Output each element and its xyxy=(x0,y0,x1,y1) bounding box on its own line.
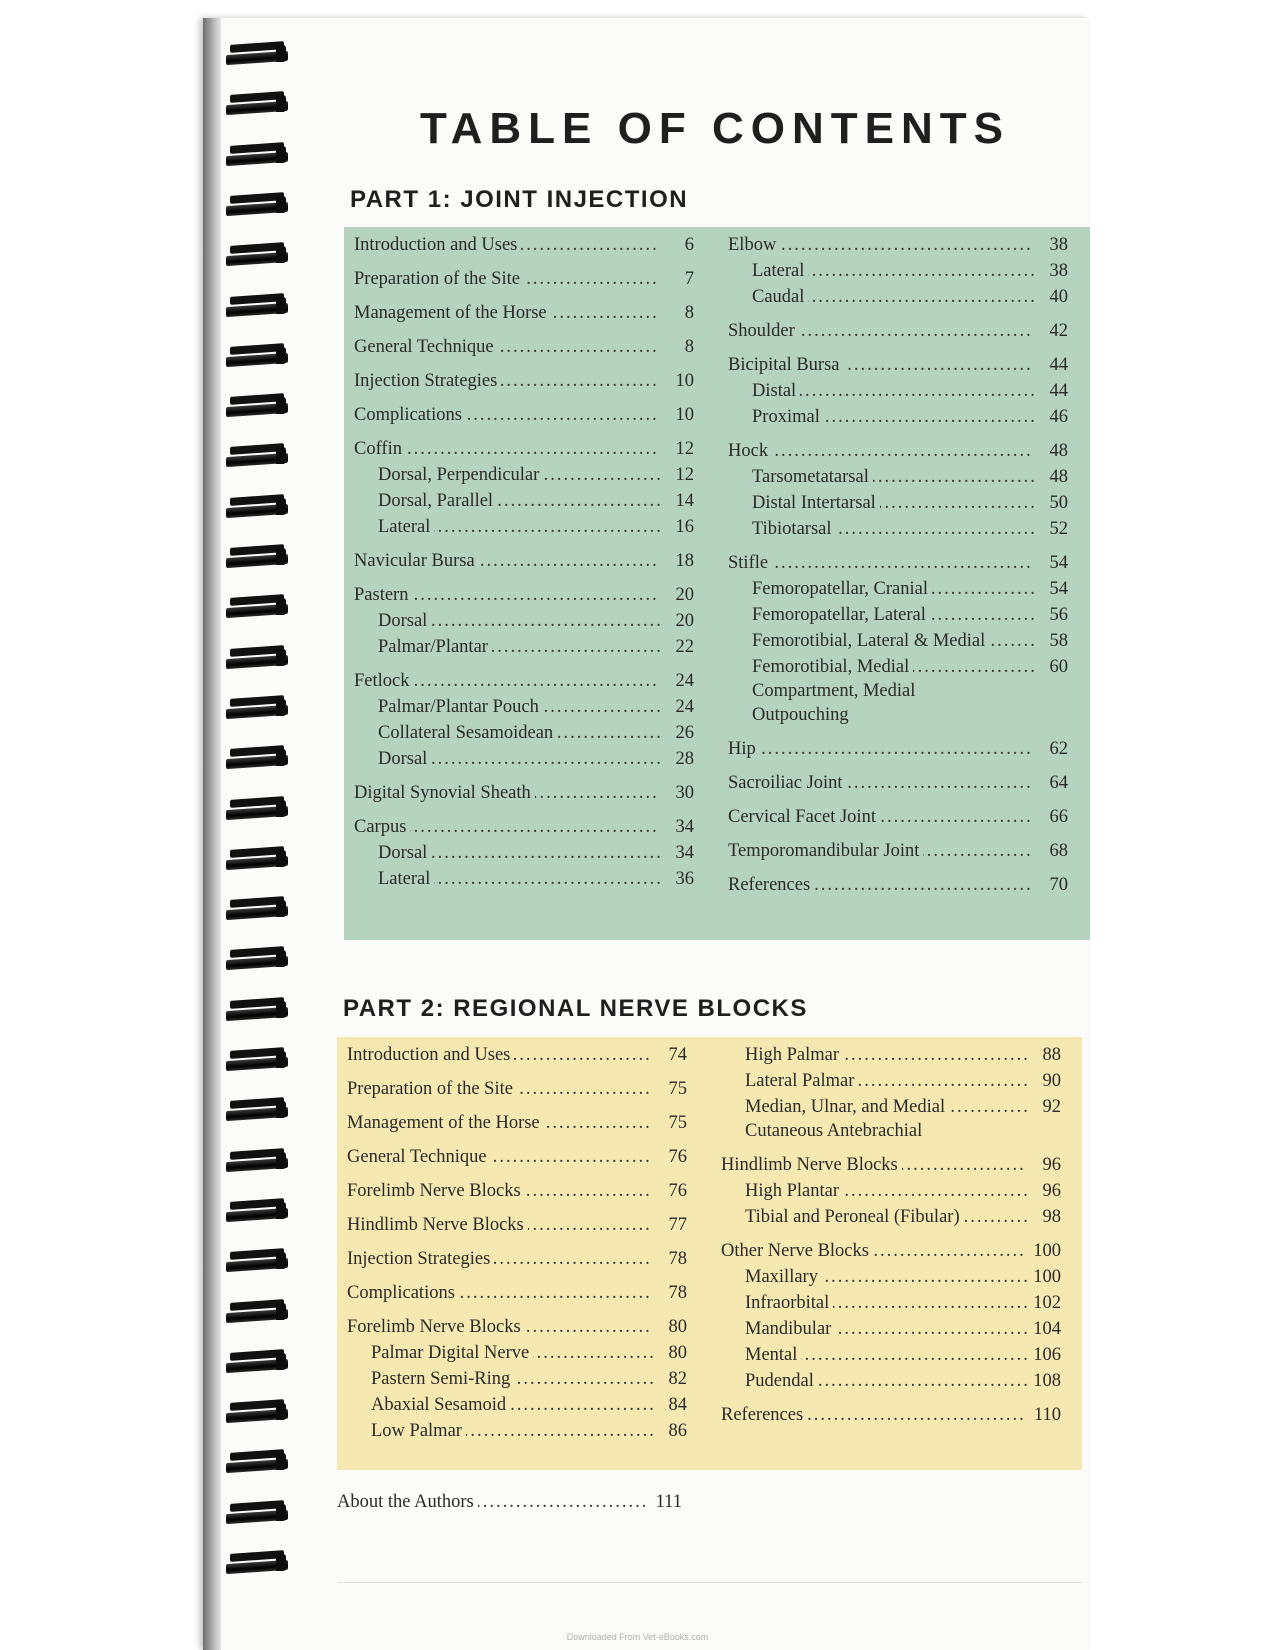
toc-entry-page: 14 xyxy=(675,491,694,511)
toc-entry-page: 6 xyxy=(684,235,694,255)
toc-entry-page: 12 xyxy=(675,465,694,485)
toc-entry[interactable] xyxy=(752,465,1068,491)
binding-coil xyxy=(222,1348,288,1376)
toc-entry-page: 78 xyxy=(668,1249,687,1269)
toc-entry[interactable] xyxy=(354,781,694,807)
binding-coil xyxy=(222,895,288,923)
toc-entry-title: Complications xyxy=(347,1281,459,1305)
toc-entry[interactable] xyxy=(745,1317,1061,1343)
toc-entry[interactable] xyxy=(378,635,694,661)
toc-entry-page: 104 xyxy=(1033,1319,1061,1339)
toc-entry[interactable] xyxy=(728,771,1068,797)
toc-entry-page: 76 xyxy=(668,1181,687,1201)
toc-entry-title: Elbow xyxy=(728,233,780,257)
binding-coil xyxy=(222,392,288,420)
toc-entry-page: 44 xyxy=(1049,381,1068,401)
toc-entry[interactable] xyxy=(752,491,1068,517)
toc-entry-title: About the Authors xyxy=(337,1490,478,1514)
toc-entry-title: Hindlimb Nerve Blocks xyxy=(347,1213,528,1237)
toc-entry-page: 82 xyxy=(668,1369,687,1389)
binding-coil xyxy=(222,996,288,1024)
toc-entry-page: 20 xyxy=(675,585,694,605)
toc-entry-title: Collateral Sesamoidean xyxy=(378,721,557,745)
toc-entry-title-continued: Compartment, Medial xyxy=(752,681,916,701)
toc-entry[interactable] xyxy=(752,259,1068,285)
leader-dots xyxy=(728,737,1034,761)
toc-entry[interactable] xyxy=(728,737,1068,763)
toc-entry-title: Pastern xyxy=(354,583,412,607)
toc-entry[interactable] xyxy=(347,1213,687,1239)
toc-entry-page: 75 xyxy=(668,1113,687,1133)
toc-entry-page: 24 xyxy=(675,697,694,717)
toc-entry[interactable] xyxy=(347,1111,687,1137)
toc-entry[interactable] xyxy=(378,747,694,773)
toc-entry-title: Dorsal, Perpendicular xyxy=(378,463,543,487)
toc-entry-title: Injection Strategies xyxy=(347,1247,494,1271)
toc-entry[interactable] xyxy=(752,285,1068,311)
toc-entry[interactable] xyxy=(745,1291,1061,1317)
toc-entry-title: Femoropatellar, Cranial xyxy=(752,577,932,601)
part2-left-column xyxy=(347,1037,687,1467)
toc-entry-page: 98 xyxy=(1042,1207,1061,1227)
toc-entry-page: 58 xyxy=(1049,631,1068,651)
toc-entry-title: Mandibular xyxy=(745,1317,835,1341)
toc-entry[interactable] xyxy=(378,463,694,489)
toc-entry-title: Forelimb Nerve Blocks xyxy=(347,1179,525,1203)
toc-entry-title: References xyxy=(721,1403,807,1427)
toc-entry[interactable] xyxy=(378,721,694,747)
toc-entry[interactable] xyxy=(721,1239,1061,1265)
toc-entry-title: Maxillary xyxy=(745,1265,822,1289)
binding-coil xyxy=(222,1549,288,1577)
binding-coil xyxy=(222,90,288,118)
toc-entry-title: Median, Ulnar, and Medial xyxy=(745,1095,949,1119)
toc-entry-title: Introduction and Uses xyxy=(354,233,521,257)
toc-entry[interactable] xyxy=(354,267,694,293)
toc-entry-page: 7 xyxy=(684,269,694,289)
toc-entry[interactable] xyxy=(354,301,694,327)
toc-entry[interactable] xyxy=(371,1393,687,1419)
toc-entry-title: Dorsal xyxy=(378,609,431,633)
toc-entry-page: 80 xyxy=(668,1317,687,1337)
toc-entry[interactable] xyxy=(378,609,694,635)
toc-entry[interactable] xyxy=(371,1341,687,1367)
toc-entry-page: 52 xyxy=(1049,519,1068,539)
toc-entry[interactable] xyxy=(752,517,1068,543)
binding-coil xyxy=(222,292,288,320)
toc-entry[interactable] xyxy=(745,1265,1061,1291)
toc-entry-title: Lateral Palmar xyxy=(745,1069,858,1093)
toc-entry[interactable] xyxy=(752,405,1068,431)
toc-entry-title: Management of the Horse xyxy=(347,1111,544,1135)
toc-entry[interactable] xyxy=(354,369,694,395)
toc-entry[interactable] xyxy=(728,551,1068,577)
toc-entry-page: 108 xyxy=(1033,1371,1061,1391)
toc-entry-title: Abaxial Sesamoid xyxy=(371,1393,510,1417)
toc-entry-page: 54 xyxy=(1049,553,1068,573)
binding-coil xyxy=(222,1448,288,1476)
toc-entry-page: 96 xyxy=(1042,1155,1061,1175)
toc-entry-page: 36 xyxy=(675,869,694,889)
toc-entry[interactable] xyxy=(378,695,694,721)
toc-entry[interactable] xyxy=(728,873,1068,899)
toc-entry-title: Dorsal xyxy=(378,747,431,771)
toc-entry-page: 42 xyxy=(1049,321,1068,341)
toc-entry-page: 80 xyxy=(668,1343,687,1363)
toc-entry-title: Dorsal xyxy=(378,841,431,865)
toc-entry-page: 8 xyxy=(684,303,694,323)
toc-entry-page: 34 xyxy=(675,843,694,863)
toc-entry[interactable] xyxy=(347,1281,687,1307)
toc-entry[interactable] xyxy=(378,489,694,515)
toc-entry-page: 38 xyxy=(1049,235,1068,255)
toc-entry-page: 24 xyxy=(675,671,694,691)
toc-entry-page: 60 xyxy=(1049,657,1068,677)
toc-entry-page: 78 xyxy=(668,1283,687,1303)
toc-entry[interactable] xyxy=(347,1315,687,1341)
toc-entry[interactable] xyxy=(721,1153,1061,1179)
binding-coil xyxy=(222,40,288,68)
part2-right-column xyxy=(721,1037,1061,1467)
toc-entry-page: 106 xyxy=(1033,1345,1061,1365)
toc-entry-title: Temporomandibular Joint xyxy=(728,839,923,863)
toc-entry-title: Coffin xyxy=(354,437,406,461)
toc-entry-title: Palmar/Plantar Pouch xyxy=(378,695,543,719)
toc-entry-page: 48 xyxy=(1049,467,1068,487)
toc-entry[interactable] xyxy=(728,839,1068,865)
toc-entry-page: 12 xyxy=(675,439,694,459)
toc-entry-page: 30 xyxy=(675,783,694,803)
toc-entry[interactable] xyxy=(354,583,694,609)
toc-entry[interactable] xyxy=(371,1419,687,1445)
toc-entry-page: 34 xyxy=(675,817,694,837)
toc-entry-page: 40 xyxy=(1049,287,1068,307)
binding-coil xyxy=(222,1096,288,1124)
toc-entry[interactable] xyxy=(354,437,694,463)
toc-entry[interactable] xyxy=(354,403,694,429)
toc-entry-page: 96 xyxy=(1042,1181,1061,1201)
toc-entry[interactable] xyxy=(745,1069,1061,1095)
toc-entry-page: 22 xyxy=(675,637,694,657)
toc-entry-page: 18 xyxy=(675,551,694,571)
binding-coil xyxy=(222,493,288,521)
toc-entry[interactable] xyxy=(745,1205,1061,1231)
toc-entry[interactable] xyxy=(728,439,1068,465)
binding-coil xyxy=(222,1147,288,1175)
toc-entry-page: 48 xyxy=(1049,441,1068,461)
toc-entry-page: 100 xyxy=(1033,1241,1061,1261)
part1-contents-panel xyxy=(344,227,1090,940)
toc-entry-title: High Plantar xyxy=(745,1179,843,1203)
toc-entry[interactable] xyxy=(378,841,694,867)
part2-contents-panel xyxy=(337,1037,1082,1470)
toc-entry-title: Pudendal xyxy=(745,1369,818,1393)
toc-entry[interactable] xyxy=(347,1145,687,1171)
toc-entry-title: Other Nerve Blocks xyxy=(721,1239,873,1263)
toc-entry[interactable] xyxy=(745,1095,1061,1145)
spiral-binding xyxy=(222,40,302,1630)
toc-entry-title: Bicipital Bursa xyxy=(728,353,844,377)
bottom-rule xyxy=(337,1582,1082,1583)
toc-entry-title: Complications xyxy=(354,403,466,427)
about-authors-entry[interactable] xyxy=(337,1490,682,1516)
toc-entry-page: 86 xyxy=(668,1421,687,1441)
part1-heading: PART 1: JOINT INJECTION xyxy=(350,186,689,213)
toc-entry-title: Injection Strategies xyxy=(354,369,501,393)
toc-entry-page: 20 xyxy=(675,611,694,631)
toc-entry-page: 16 xyxy=(675,517,694,537)
toc-entry-page: 90 xyxy=(1042,1071,1061,1091)
toc-entry-page: 70 xyxy=(1049,875,1068,895)
binding-coil xyxy=(222,442,288,470)
toc-entry[interactable] xyxy=(728,805,1068,831)
toc-entry-page: 84 xyxy=(668,1395,687,1415)
toc-entry-title: Lateral xyxy=(752,259,808,283)
toc-entry-title: General Technique xyxy=(354,335,498,359)
toc-entry[interactable] xyxy=(728,233,1068,259)
toc-entry-title: Femorotibial, Lateral & Medial xyxy=(752,629,989,653)
toc-entry-title: Tarsometatarsal xyxy=(752,465,873,489)
toc-entry-title: Hindlimb Nerve Blocks xyxy=(721,1153,902,1177)
toc-entry-title: References xyxy=(728,873,814,897)
download-footer: Downloaded From Vet-eBooks.com xyxy=(566,1632,709,1642)
toc-entry[interactable] xyxy=(354,815,694,841)
binding-coil xyxy=(222,593,288,621)
toc-entry-title: High Palmar xyxy=(745,1043,843,1067)
toc-entry-page: 76 xyxy=(668,1147,687,1167)
binding-coil xyxy=(222,342,288,370)
toc-entry-title: Distal Intertarsal xyxy=(752,491,880,515)
binding-coil xyxy=(222,795,288,823)
toc-entry-title: Caudal xyxy=(752,285,808,309)
binding-coil xyxy=(222,1046,288,1074)
toc-entry-title: Fetlock xyxy=(354,669,414,693)
toc-entry-title: Forelimb Nerve Blocks xyxy=(347,1315,525,1339)
binding-coil xyxy=(222,1398,288,1426)
toc-entry-page: 46 xyxy=(1049,407,1068,427)
toc-entry[interactable] xyxy=(354,549,694,575)
toc-entry-title: General Technique xyxy=(347,1145,491,1169)
leader-dots xyxy=(728,439,1034,463)
toc-entry-title: Pastern Semi-Ring xyxy=(371,1367,514,1391)
toc-entry-title-continued: Outpouching xyxy=(752,705,849,725)
toc-entry[interactable] xyxy=(752,577,1068,603)
toc-entry-page: 66 xyxy=(1049,807,1068,827)
toc-entry-page: 92 xyxy=(1042,1097,1061,1117)
book-spine-shadow xyxy=(203,18,221,1650)
toc-entry-page: 50 xyxy=(1049,493,1068,513)
toc-entry[interactable] xyxy=(752,379,1068,405)
toc-entry-title: Preparation of the Site xyxy=(347,1077,517,1101)
toc-entry-title: Distal xyxy=(752,379,800,403)
toc-entry[interactable] xyxy=(721,1403,1061,1429)
toc-entry-page: 88 xyxy=(1042,1045,1061,1065)
toc-entry-page: 110 xyxy=(1033,1405,1061,1425)
toc-entry[interactable] xyxy=(378,515,694,541)
toc-entry[interactable] xyxy=(371,1367,687,1393)
toc-entry[interactable] xyxy=(745,1179,1061,1205)
toc-entry-title: Palmar/Plantar xyxy=(378,635,492,659)
toc-entry[interactable] xyxy=(347,1077,687,1103)
toc-entry[interactable] xyxy=(728,319,1068,345)
toc-entry-title: Shoulder xyxy=(728,319,799,343)
toc-entry[interactable] xyxy=(745,1343,1061,1369)
toc-entry-page: 102 xyxy=(1033,1293,1061,1313)
toc-entry-title: Tibiotarsal xyxy=(752,517,836,541)
binding-coil xyxy=(222,1499,288,1527)
toc-entry[interactable] xyxy=(752,603,1068,629)
toc-entry[interactable] xyxy=(354,233,694,259)
toc-entry-page: 38 xyxy=(1049,261,1068,281)
toc-entry-page: 68 xyxy=(1049,841,1068,861)
toc-entry-page: 75 xyxy=(668,1079,687,1099)
toc-entry-title: Femoropatellar, Lateral xyxy=(752,603,930,627)
binding-coil xyxy=(222,744,288,772)
toc-entry-page: 56 xyxy=(1049,605,1068,625)
toc-entry-title: Preparation of the Site xyxy=(354,267,524,291)
toc-entry-page: 100 xyxy=(1033,1267,1061,1287)
binding-coil xyxy=(222,241,288,269)
toc-entry-page: 64 xyxy=(1049,773,1068,793)
toc-entry[interactable] xyxy=(728,353,1068,379)
toc-entry-title: Hock xyxy=(728,439,772,463)
toc-entry-title: Sacroiliac Joint xyxy=(728,771,847,795)
binding-coil xyxy=(222,1247,288,1275)
toc-entry-title: Management of the Horse xyxy=(354,301,551,325)
toc-entry[interactable] xyxy=(752,629,1068,655)
part2-heading: PART 2: REGIONAL NERVE BLOCKS xyxy=(343,995,808,1022)
toc-entry-page: 62 xyxy=(1049,739,1068,759)
toc-entry-title-continued: Cutaneous Antebrachial xyxy=(745,1121,923,1141)
toc-entry-title: Femorotibial, Medial xyxy=(752,655,913,679)
toc-entry-page: 10 xyxy=(675,405,694,425)
leader-dots xyxy=(728,551,1034,575)
toc-entry[interactable] xyxy=(745,1043,1061,1069)
toc-entry-page: 77 xyxy=(668,1215,687,1235)
toc-entry-title: Hip xyxy=(728,737,760,761)
toc-entry-title: Introduction and Uses xyxy=(347,1043,514,1067)
toc-entry-page: 111 xyxy=(655,1492,682,1512)
page-title: TABLE OF CONTENTS xyxy=(420,104,1010,153)
toc-entry[interactable] xyxy=(354,335,694,361)
toc-entry[interactable] xyxy=(347,1247,687,1273)
toc-entry[interactable] xyxy=(378,867,694,893)
toc-entry[interactable] xyxy=(347,1179,687,1205)
toc-entry-title: Low Palmar xyxy=(371,1419,466,1443)
toc-entry[interactable] xyxy=(745,1369,1061,1395)
binding-coil xyxy=(222,1298,288,1326)
binding-coil xyxy=(222,945,288,973)
toc-entry-title: Lateral xyxy=(378,867,434,891)
toc-entry[interactable] xyxy=(347,1043,687,1069)
toc-entry-page: 10 xyxy=(675,371,694,391)
toc-entry-page: 54 xyxy=(1049,579,1068,599)
toc-entry-page: 26 xyxy=(675,723,694,743)
binding-coil xyxy=(222,1197,288,1225)
toc-entry-title: Dorsal, Parallel xyxy=(378,489,497,513)
binding-coil xyxy=(222,141,288,169)
binding-coil xyxy=(222,543,288,571)
binding-coil xyxy=(222,191,288,219)
toc-entry[interactable] xyxy=(354,669,694,695)
binding-coil xyxy=(222,694,288,722)
toc-entry-page: 28 xyxy=(675,749,694,769)
toc-entry-title: Stifle xyxy=(728,551,772,575)
binding-coil xyxy=(222,845,288,873)
toc-entry-page: 8 xyxy=(684,337,694,357)
part1-right-column xyxy=(728,227,1068,927)
binding-coil xyxy=(222,644,288,672)
part1-left-column xyxy=(354,227,694,927)
toc-entry-title: Palmar Digital Nerve xyxy=(371,1341,533,1365)
toc-entry-title: Cervical Facet Joint xyxy=(728,805,880,829)
toc-entry-title: Mental xyxy=(745,1343,801,1367)
toc-entry-title: Digital Synovial Sheath xyxy=(354,781,535,805)
toc-entry-title: Lateral xyxy=(378,515,434,539)
toc-entry[interactable] xyxy=(752,655,1068,729)
toc-entry-page: 44 xyxy=(1049,355,1068,375)
toc-entry-title: Infraorbital xyxy=(745,1291,833,1315)
toc-entry-title: Navicular Bursa xyxy=(354,549,479,573)
toc-entry-title: Proximal xyxy=(752,405,824,429)
toc-entry-title: Tibial and Peroneal (Fibular) xyxy=(745,1205,964,1229)
toc-entry-title: Carpus xyxy=(354,815,410,839)
toc-entry-page: 74 xyxy=(668,1045,687,1065)
